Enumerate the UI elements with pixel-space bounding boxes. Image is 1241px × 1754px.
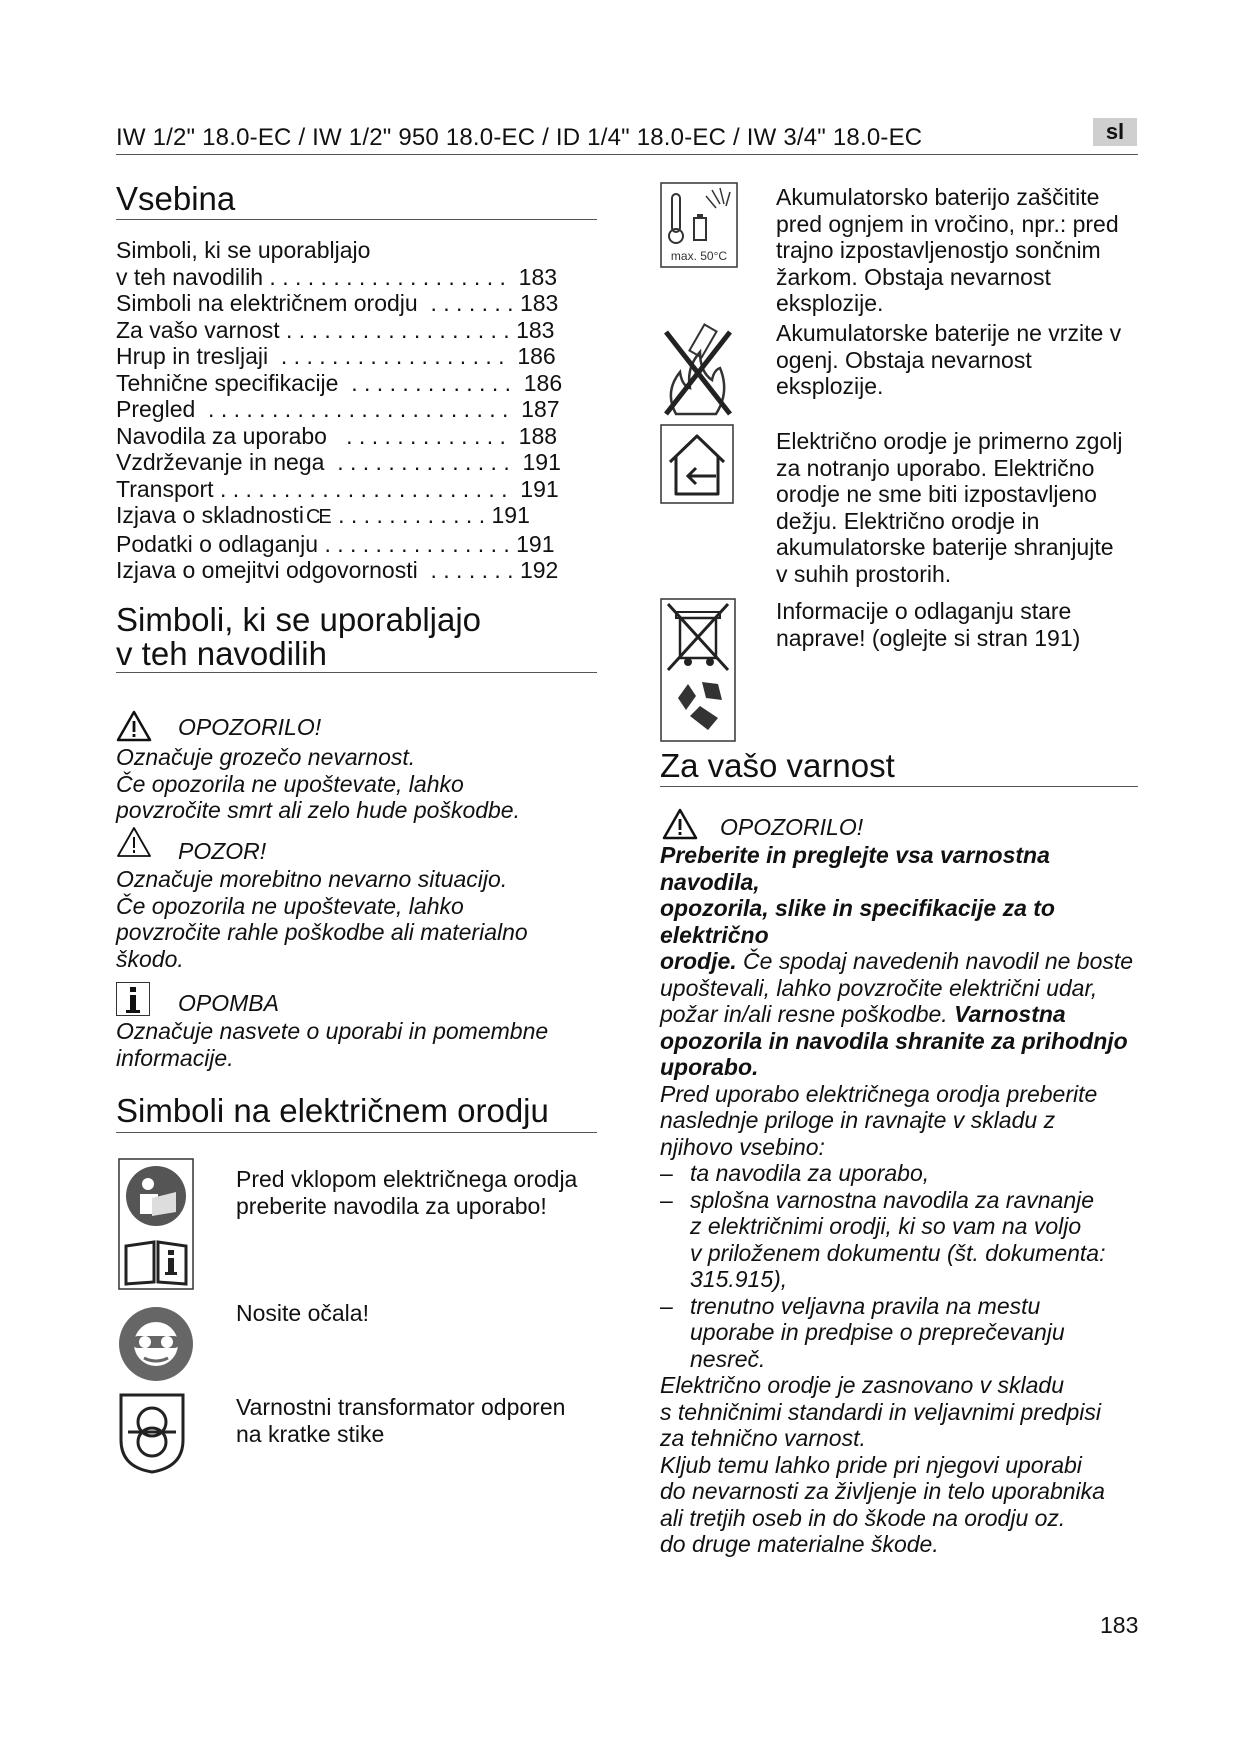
toc-entry-conformity (116, 502, 562, 531)
read-manual-text: Pred vklopom električnega orodja preberite navodila za uporabo! (236, 1166, 578, 1219)
toc-entry: Tehnične specifikacije . . . . . . . . . . . . . 186 (116, 369, 563, 396)
caution-label: POZOR! (178, 838, 267, 864)
toc-entry: Simboli, ki se uporabljajo (116, 237, 371, 263)
warning-triangle-icon (116, 710, 152, 742)
heat-protection-icon (660, 182, 738, 268)
indoor-text: Električno orodje je primerno zgolj za notranjo uporabo. Električno orodje ne sme biti izpostavljeno dežju. Električno orodje in akumulatorske baterije shranjujte v suhih prostorih. (776, 428, 1123, 587)
language-badge: sl (1093, 118, 1137, 146)
page-number: 183 (1100, 1612, 1139, 1638)
transformer-text: Varnostni transformator odporen na kratke stike (236, 1394, 566, 1447)
warning-text: Označuje grozečo nevarnost. Če opozorila ne upoštevate, lahko povzročite smrt ali zelo hude poškodbe. (116, 744, 520, 823)
info-icon (116, 982, 150, 1016)
safety-body: Preberite in preglejte vsa varnostna navodila, opozorila, slike in specifikacije za to električno orodje. Če spodaj navedenih navodil ne boste upoštevali, lahko povzročite električni udar, požar in/ali resne poškodbe. Varnostna opozorila in navodila shranite za prihodnjo uporabo. Pred uporabo električnega orodja preberite naslednje priloge in ravnajte v skladu z njihovo vsebino: – ta navodila za uporabo, – splošna varnostna navodila za ravnanje z električnimi orodji, ki so vam na voljo v priloženem dokumentu (št. dokumenta: 315.915), – trenutno veljavna pravila na mestu uporabe in predpise o preprečevanju nesreč. Električno orodje je zasnovano v skladu s tehničnimi standardi in veljavnimi predpisi za tehnično varnost. Kljub temu lahko pride pri njegovi uporabi do nevarnosti za življenje in telo uporabnika ali tretjih oseb in do škode na orodju oz. do druge materialne škode. (660, 842, 1140, 1558)
toc-entry: Transport . . . . . . . . . . . . . . . . . . . . . . . 191 (116, 475, 559, 502)
wear-goggles-icon (118, 1306, 194, 1382)
toc-list (116, 237, 562, 584)
toc-entry: v teh navodilih . . . . . . . . . . . . . . . . . . . 183 (116, 263, 558, 290)
toc-title-rule (116, 219, 597, 220)
header-rule (116, 154, 1138, 155)
safety-rule (660, 786, 1138, 787)
heat-icon-label: max. 50°C (670, 249, 728, 263)
toc-entry: Izjava o omejitvi odgovornosti . . . . . . . 192 (116, 557, 559, 583)
note-label: OPOMBA (178, 990, 279, 1016)
caution-text: Označuje morebitno nevarno situacijo. Če opozorila ne upoštevate, lahko povzročite rahle poškodbe ali materialno škodo. (116, 866, 528, 972)
toc-entry: Simboli na električnem orodju . . . . . . . 183 (116, 290, 559, 316)
toc-title: Vsebina (116, 180, 236, 217)
toc-entry: Pregled . . . . . . . . . . . . . . . . . . . . . . . . 187 (116, 396, 560, 422)
caution-triangle-icon (116, 826, 152, 858)
disposal-icon (660, 598, 736, 742)
disposal-text: Informacije o odlaganju stare naprave! (oglejte si stran 191) (776, 598, 1081, 651)
indoor-use-icon (660, 424, 734, 504)
toc-entry-label: Izjava o skladnosti (116, 502, 304, 528)
list-item: – trenutno veljavna pravila na mestu uporabe in predpise o preprečevanju nesreč. (660, 1293, 1140, 1373)
list-item: – splošna varnostna navodila za ravnanje z električnimi orodji, ki so vam na voljo v priloženem dokumentu (št. dokumenta: 315.915), (660, 1187, 1140, 1293)
symbols-tool-rule (116, 1132, 597, 1133)
note-text: Označuje nasvete o uporabi in pomembne informacije. (116, 1018, 549, 1071)
goggles-text: Nosite očala! (236, 1300, 369, 1326)
warning-label: OPOZORILO! (178, 714, 322, 740)
toc-entry: Podatki o odlaganju . . . . . . . . . . . . . . . 191 (116, 530, 555, 557)
fire-text: Akumulatorske baterije ne vrzite v ogenj. Obstaja nevarnost eksplozije. (776, 320, 1122, 399)
read-manual-icon (118, 1158, 194, 1290)
safety-transformer-icon (118, 1392, 186, 1474)
toc-entry: Vzdrževanje in nega . . . . . . . . . . . . . . 191 (116, 449, 561, 475)
symbols-tool-title: Simboli na električnem orodju (116, 1092, 549, 1129)
heat-text: Akumulatorsko baterijo zaščitite pred ognjem in vročino, npr.: pred trajno izpostavljenostjo sončnim žarkom. Obstaja nevarnost eksplozije. (776, 184, 1119, 316)
toc-entry: Za vašo varnost . . . . . . . . . . . . . . . . . . 183 (116, 316, 555, 343)
toc-entry: Hrup in tresljaji . . . . . . . . . . . . . . . . . . 186 (116, 343, 556, 369)
toc-entry-page: . . . . . . . . . . . . 191 (331, 502, 530, 528)
safety-warning-triangle-icon (662, 808, 698, 840)
list-item: – ta navodila za uporabo, (660, 1160, 1140, 1187)
safety-warning-label: OPOZORILO! (720, 814, 864, 840)
safety-title: Za vašo varnost (660, 747, 895, 784)
no-fire-icon (660, 322, 736, 420)
symbols-manual-rule (116, 672, 597, 673)
toc-entry: Navodila za uporabo . . . . . . . . . . . . . 188 (116, 422, 558, 449)
symbols-manual-title: Simboli, ki se uporabljajo v teh navodilih (116, 601, 482, 672)
header-models: IW 1/2" 18.0-EC / IW 1/2" 950 18.0-EC / ID 1/4" 18.0-EC / IW 3/4" 18.0-EC (116, 124, 923, 151)
ce-mark-icon: CE (305, 506, 330, 528)
